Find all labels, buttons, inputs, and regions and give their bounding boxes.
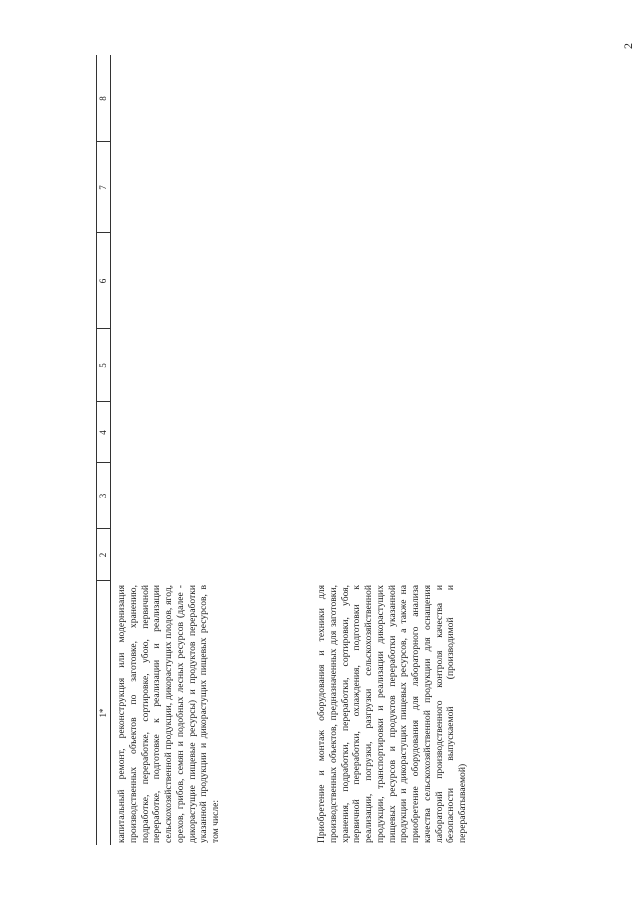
row-description: Приобретение и монтаж оборудования и техники для производственных объектов, предназначенных для заготовки, хранения, подработки, переработки, сортировки, убоя, первичной переработки, охлаждения, подготовки к реализации, погрузки, разгрузки сельскохозяйственной продукции, транспортировки и реализации дикорастущих пищевых ресурсов и продуктов переработки указанной продукции и дикорастущих пищевых ресурсов, а также на приобретение оборудования для лабораторного анализа качества сельскохозяйственной продукции для оснащения лабораторий производственного контроля качества и безопасности выпускаемой (производимой и перерабатываемой)	[316, 585, 468, 843]
row-description: капитальный ремонт, реконструкция или модернизация производственных объектов по заготовке, хранению, подработке, переработке, сортировке, убою, первичной переработке, подготовке к реализации и реализации сельскохозяйственной продукции, дикорастущих плодов, ягод, орехов, грибов, семян и подобных лесных ресурсов (далее - дикорастущие пищевые ресурсы) и продуктов переработки указанной продукции и дикорастущих пищевых ресурсов, в том числе:	[116, 585, 221, 843]
column-header-1: 1*	[98, 708, 108, 718]
column-header-2: 2	[98, 552, 108, 558]
column-header-6: 6	[98, 278, 108, 284]
column-header-5: 5	[98, 363, 108, 368]
table-header-border	[110, 55, 111, 845]
column-header-3: 3	[98, 493, 108, 499]
column-header-8: 8	[98, 96, 108, 101]
page-number: 2	[621, 43, 635, 49]
data-table	[96, 55, 616, 845]
column-header-7: 7	[98, 185, 108, 190]
table-row	[316, 585, 469, 843]
column-header-4: 4	[98, 430, 108, 435]
rotated-page-content	[96, 55, 616, 845]
table-row	[116, 585, 222, 843]
